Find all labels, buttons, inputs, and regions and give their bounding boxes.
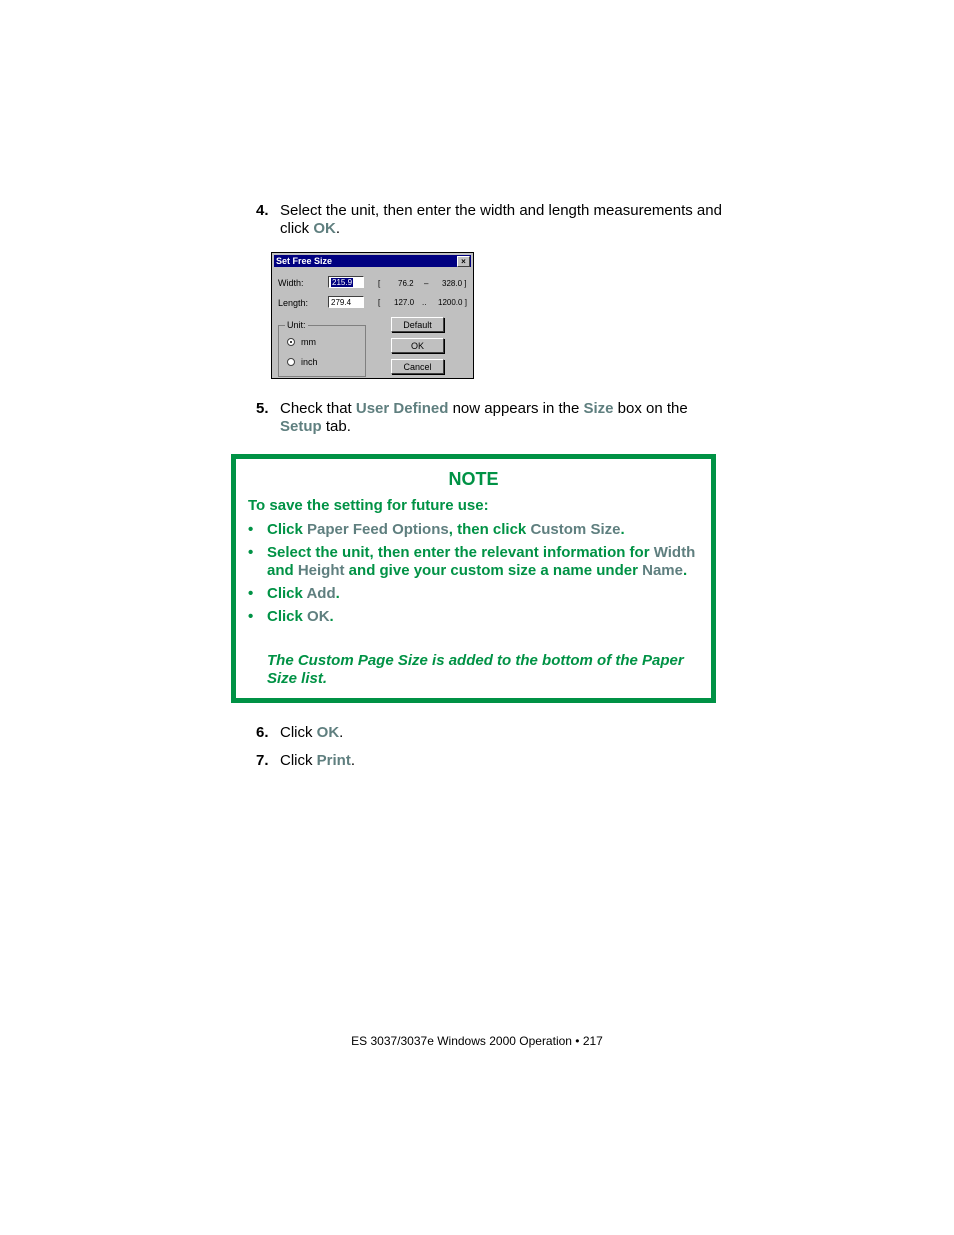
note-title: NOTE (448, 469, 499, 489)
page-footer: ES 3037/3037e Windows 2000 Operation • 217 (351, 1034, 603, 1048)
unit-group (278, 320, 366, 377)
dialog-title: Set Free Size (276, 256, 333, 266)
note-result: The Custom Page Size is added to the bottom of the Paper Size list. (267, 652, 684, 687)
step-number: 7. (256, 752, 269, 769)
dialog-title-bar (274, 255, 471, 267)
ok-button[interactable]: OK (391, 338, 444, 353)
step-text: Select the unit, then enter the width and length measurements and click OK. (280, 202, 722, 237)
unit-inch-label: inch (301, 357, 318, 367)
unit-mm-label: mm (301, 337, 316, 347)
cancel-button[interactable]: Cancel (391, 359, 444, 374)
note-list (248, 521, 698, 631)
set-free-size-dialog: Set Free Size × Width: 215.9 [ 76.2 – 328.0 ] Length: 279.4 [ 127.0 .. 1200.0 ] Unit: mm inch Default OK Cancel (271, 252, 474, 379)
width-field[interactable]: 215.9 (328, 276, 364, 288)
close-icon[interactable]: × (457, 256, 470, 267)
list-item: • Click Paper Feed Options, then click Custom Size. (248, 521, 698, 539)
unit-label: Unit: (287, 320, 306, 330)
step-text: Check that User Defined now appears in the Size box on the Setup tab. (280, 400, 688, 435)
step-7 (256, 752, 726, 770)
step-number: 5. (256, 400, 269, 417)
step-6 (256, 724, 726, 742)
ui-term-ok: OK (316, 724, 340, 741)
list-item: • Select the unit, then enter the relevant information for Width and Height and give your custom size a name under Name. (248, 544, 698, 580)
list-item: • Click OK. (248, 608, 698, 626)
ui-term-ok: OK (313, 220, 336, 237)
unit-inch-radio[interactable] (287, 358, 295, 366)
width-label: Width: (278, 278, 304, 288)
length-field[interactable]: 279.4 (328, 296, 364, 308)
step-text: Click OK. (280, 724, 344, 741)
step-4 (256, 202, 726, 238)
step-number: 6. (256, 724, 269, 741)
ui-term-print: Print (316, 752, 351, 769)
step-text: Click Print. (280, 752, 356, 769)
note-box (231, 454, 716, 703)
step-5 (256, 400, 726, 436)
step-number: 4. (256, 202, 269, 219)
ui-term-user-defined: User Defined (355, 400, 449, 417)
unit-mm-radio[interactable] (287, 338, 295, 346)
default-button[interactable]: Default (391, 317, 444, 332)
length-label: Length: (278, 298, 309, 308)
ui-term-size: Size (583, 400, 614, 417)
ui-term-setup: Setup (280, 418, 322, 435)
list-item: • Click Add. (248, 585, 698, 603)
note-intro: To save the setting for future use: (248, 497, 489, 514)
